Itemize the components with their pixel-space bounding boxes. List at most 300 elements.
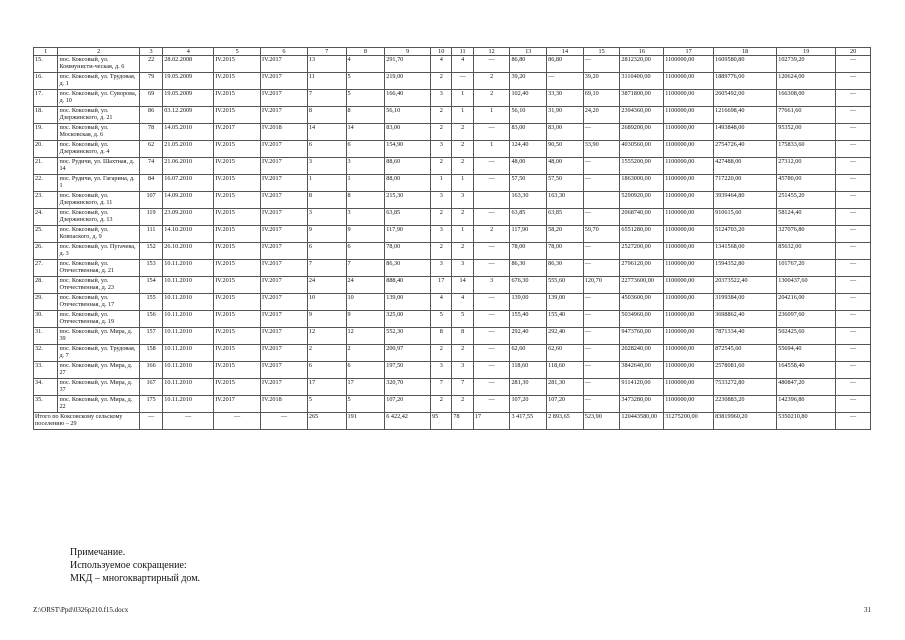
table-cell: 1863000,00 xyxy=(620,175,664,192)
table-cell: 2 xyxy=(473,73,510,90)
table-cell: 197,50 xyxy=(385,362,431,379)
table-cell: 4 xyxy=(452,56,473,73)
table-cell: 21.05.2010 xyxy=(163,141,214,158)
table-cell: 4 xyxy=(452,294,473,311)
table-row xyxy=(34,192,871,209)
column-number: 9 xyxy=(385,48,431,56)
column-number: 1 xyxy=(34,48,58,56)
table-cell: 1100000,00 xyxy=(664,209,714,226)
table-cell: 4 xyxy=(431,56,452,73)
table-cell: 10.11.2010 xyxy=(163,294,214,311)
table-cell: 48,00 xyxy=(547,158,584,175)
table-cell: 139,00 xyxy=(547,294,584,311)
table-cell: IV.2018 xyxy=(261,396,308,413)
column-number: 2 xyxy=(58,48,139,56)
column-number: 16 xyxy=(620,48,664,56)
table-cell: — xyxy=(473,260,510,277)
table-cell: 5 xyxy=(307,396,346,413)
table-cell: 78 xyxy=(139,124,162,141)
table-cell: 2 xyxy=(473,90,510,107)
table-cell: 12 xyxy=(307,328,346,345)
table-cell: 2 xyxy=(473,226,510,243)
table-cell: 142396,80 xyxy=(777,396,836,413)
table-cell: 90,50 xyxy=(547,141,584,158)
table-cell: — xyxy=(836,328,871,345)
table-cell: 1100000,00 xyxy=(664,141,714,158)
table-cell: 14 xyxy=(346,124,385,141)
address-cell: пос. Коксовый, ул. Дзержинского, д. 13 xyxy=(58,209,139,226)
column-number: 17 xyxy=(664,48,714,56)
table-cell: 3842640,00 xyxy=(620,362,664,379)
table-cell: 327076,80 xyxy=(777,226,836,243)
table-cell: IV.2015 xyxy=(214,362,261,379)
table-cell: 1100000,00 xyxy=(664,362,714,379)
table-cell: 3 xyxy=(346,158,385,175)
table-cell: — xyxy=(836,158,871,175)
table-cell: 39,20 xyxy=(510,73,547,90)
table-cell: — xyxy=(583,124,620,141)
address-cell: пос. Коксовый, ул. Московская, д. 6 xyxy=(58,124,139,141)
table-cell: — xyxy=(836,175,871,192)
table-cell: — xyxy=(836,107,871,124)
table-cell: 33,90 xyxy=(583,141,620,158)
table-cell: — xyxy=(473,345,510,362)
note-title: Примечание. xyxy=(70,547,126,558)
table-cell: 167 xyxy=(139,379,162,396)
column-number: 4 xyxy=(163,48,214,56)
table-cell: — xyxy=(836,56,871,73)
table-cell: 6 xyxy=(346,362,385,379)
table-cell xyxy=(473,192,510,209)
table-cell: IV.2017 xyxy=(214,396,261,413)
table-cell: 3 xyxy=(431,141,452,158)
table-cell: 107,20 xyxy=(510,396,547,413)
table-cell: 6 xyxy=(307,362,346,379)
table-row xyxy=(34,260,871,277)
table-cell: 5290920,00 xyxy=(620,192,664,209)
table-cell: 57,50 xyxy=(510,175,547,192)
table-cell: 175833,60 xyxy=(777,141,836,158)
table-cell: 2 xyxy=(431,107,452,124)
table-row xyxy=(34,209,871,226)
table-cell: 1 xyxy=(431,175,452,192)
column-number: 19 xyxy=(777,48,836,56)
table-cell: 427488,00 xyxy=(714,158,777,175)
table-cell: 7 xyxy=(452,379,473,396)
table-cell: — xyxy=(836,73,871,90)
table-cell: 21. xyxy=(34,158,58,175)
table-cell: 10.11.2010 xyxy=(163,260,214,277)
address-cell: пос. Коксовый, ул. Суворова, д. 10 xyxy=(58,90,139,107)
table-cell: 10.11.2010 xyxy=(163,379,214,396)
table-cell: — xyxy=(583,260,620,277)
note-abbrev-mkd: МКД – многоквартирный дом. xyxy=(70,573,201,584)
table-cell: 10 xyxy=(307,294,346,311)
table-cell: 502425,60 xyxy=(777,328,836,345)
table-cell: — xyxy=(583,243,620,260)
table-cell: 24,20 xyxy=(583,107,620,124)
table-cell: — xyxy=(836,260,871,277)
table-row xyxy=(34,158,871,175)
table-cell: 83,00 xyxy=(510,124,547,141)
table-cell: 5 xyxy=(346,73,385,90)
table-cell: 1341568,00 xyxy=(714,243,777,260)
table-cell: 2 xyxy=(431,345,452,362)
table-cell: IV.2017 xyxy=(261,362,308,379)
table-cell: 19.05.2009 xyxy=(163,73,214,90)
table-cell: 1100000,00 xyxy=(664,328,714,345)
table-cell: — xyxy=(583,158,620,175)
table-cell: IV.2017 xyxy=(261,175,308,192)
table-cell: 19.05.2009 xyxy=(163,90,214,107)
table-cell: 111 xyxy=(139,226,162,243)
table-cell: 154,90 xyxy=(385,141,431,158)
table-cell: 14 xyxy=(307,124,346,141)
table-cell: 102739,20 xyxy=(777,56,836,73)
table-cell: — xyxy=(473,328,510,345)
table-cell: 1493848,00 xyxy=(714,124,777,141)
table-cell: — xyxy=(583,209,620,226)
table-cell: 7 xyxy=(307,260,346,277)
table-cell: — xyxy=(473,379,510,396)
address-cell: пос. Рудичи, ул. Гагарина, д. 1 xyxy=(58,175,139,192)
table-cell: 3 xyxy=(452,260,473,277)
table-cell: 2230883,20 xyxy=(714,396,777,413)
table-cell: 166,40 xyxy=(385,90,431,107)
table-cell: 13 xyxy=(307,56,346,73)
address-cell: пос. Коксовый, ул. Отечественная, д. 19 xyxy=(58,311,139,328)
table-cell: 74 xyxy=(139,158,162,175)
table-cell: 4503600,00 xyxy=(620,294,664,311)
table-cell: IV.2017 xyxy=(261,158,308,175)
total-cell: — xyxy=(261,413,308,430)
table-cell: 39,20 xyxy=(583,73,620,90)
table-cell: IV.2015 xyxy=(214,209,261,226)
table-cell: 14.05.2010 xyxy=(163,124,214,141)
table-cell: 57,50 xyxy=(547,175,584,192)
table-cell: 10.11.2010 xyxy=(163,277,214,294)
table-cell: 24 xyxy=(346,277,385,294)
table-cell: IV.2018 xyxy=(261,124,308,141)
table-cell: 17 xyxy=(346,379,385,396)
column-number: 6 xyxy=(261,48,308,56)
table-cell: 30. xyxy=(34,311,58,328)
table-cell: 3698862,40 xyxy=(714,311,777,328)
column-number: 5 xyxy=(214,48,261,56)
table-cell: 77661,60 xyxy=(777,107,836,124)
table-cell: 200,97 xyxy=(385,345,431,362)
total-cell: 83819960,20 xyxy=(714,413,777,430)
table-cell: 22. xyxy=(34,175,58,192)
table-cell: 7533272,80 xyxy=(714,379,777,396)
table-cell: 8 xyxy=(431,328,452,345)
table-cell: 1100000,00 xyxy=(664,294,714,311)
total-cell: — xyxy=(163,413,214,430)
table-cell: 12 xyxy=(346,328,385,345)
table-cell: 118,60 xyxy=(547,362,584,379)
column-number: 11 xyxy=(452,48,473,56)
table-cell: — xyxy=(547,73,584,90)
table-cell: — xyxy=(583,396,620,413)
table-cell: 166308,00 xyxy=(777,90,836,107)
table-cell: — xyxy=(473,396,510,413)
table-cell: 2 xyxy=(452,124,473,141)
address-cell: пос. Коксовый, ул. Пугачева, д. 3 xyxy=(58,243,139,260)
table-cell: 62,60 xyxy=(547,345,584,362)
table-cell xyxy=(583,192,620,209)
table-cell: IV.2017 xyxy=(261,311,308,328)
address-cell: пос. Коксовый, ул. Отечественная, д. 23 xyxy=(58,277,139,294)
table-cell: — xyxy=(836,345,871,362)
address-cell: пос. Коксовый, ул. Мира, д. 39 xyxy=(58,328,139,345)
table-cell: — xyxy=(836,311,871,328)
table-cell: 8 xyxy=(307,107,346,124)
table-cell: 86,30 xyxy=(547,260,584,277)
table-cell: IV.2015 xyxy=(214,294,261,311)
table-cell: IV.2015 xyxy=(214,379,261,396)
table-row xyxy=(34,243,871,260)
table-row xyxy=(34,141,871,158)
address-cell: пос. Коксовый, ул. Ковпаского, д. 9 xyxy=(58,226,139,243)
housing-register-table xyxy=(33,47,871,430)
table-cell: 118,60 xyxy=(510,362,547,379)
table-cell: 2 xyxy=(452,141,473,158)
table-cell: 16.07.2010 xyxy=(163,175,214,192)
table-cell: 14 xyxy=(452,277,473,294)
table-cell: 163,30 xyxy=(510,192,547,209)
table-cell: IV.2017 xyxy=(261,328,308,345)
table-cell: 155,40 xyxy=(547,311,584,328)
table-cell: 45780,00 xyxy=(777,175,836,192)
table-cell: 2 xyxy=(452,243,473,260)
column-number: 18 xyxy=(714,48,777,56)
page-number: 31 xyxy=(864,606,871,614)
table-cell: 166 xyxy=(139,362,162,379)
address-cell: пос. Коксовый, ул. Мира, д. 22 xyxy=(58,396,139,413)
table-cell: 86,30 xyxy=(385,260,431,277)
table-cell: 20. xyxy=(34,141,58,158)
table-cell: 35. xyxy=(34,396,58,413)
table-cell: 1100000,00 xyxy=(664,311,714,328)
table-cell: — xyxy=(836,277,871,294)
table-cell: 62,60 xyxy=(510,345,547,362)
address-cell: пос. Рудичи, ул. Шахтная, д. 14 xyxy=(58,158,139,175)
table-cell: 2 xyxy=(431,209,452,226)
table-cell: 8 xyxy=(346,192,385,209)
table-cell: 3 xyxy=(431,226,452,243)
table-row xyxy=(34,328,871,345)
table-cell: 83,00 xyxy=(547,124,584,141)
table-cell: 17. xyxy=(34,90,58,107)
column-number: 3 xyxy=(139,48,162,56)
table-cell: 154 xyxy=(139,277,162,294)
table-cell: 63,85 xyxy=(510,209,547,226)
table-cell: 5 xyxy=(431,311,452,328)
table-cell: 58,20 xyxy=(547,226,584,243)
table-cell: 10.11.2010 xyxy=(163,311,214,328)
table-cell: 555,60 xyxy=(547,277,584,294)
table-cell: 158 xyxy=(139,345,162,362)
table-cell: 102,40 xyxy=(510,90,547,107)
table-cell: 3473280,00 xyxy=(620,396,664,413)
table-cell: 676,30 xyxy=(510,277,547,294)
table-cell: 2605492,00 xyxy=(714,90,777,107)
total-cell: 17 xyxy=(473,413,510,430)
table-cell: 3 xyxy=(473,277,510,294)
table-cell: 03.12.2009 xyxy=(163,107,214,124)
table-cell: 2796120,00 xyxy=(620,260,664,277)
table-cell: 1100000,00 xyxy=(664,345,714,362)
address-cell: пос. Коксовый, ул. Дзержинского, д. 11 xyxy=(58,192,139,209)
table-cell: 18. xyxy=(34,107,58,124)
table-cell: IV.2017 xyxy=(261,379,308,396)
total-cell: — xyxy=(139,413,162,430)
table-cell: 3 xyxy=(346,209,385,226)
total-cell: 95 xyxy=(431,413,452,430)
address-cell: пос. Коксовый, ул. Отечественная, д. 17 xyxy=(58,294,139,311)
table-cell: 8 xyxy=(346,107,385,124)
table-cell: — xyxy=(836,90,871,107)
table-cell: 27312,00 xyxy=(777,158,836,175)
table-cell: — xyxy=(836,226,871,243)
table-cell: 33. xyxy=(34,362,58,379)
table-cell: IV.2015 xyxy=(214,175,261,192)
table-cell: 16. xyxy=(34,73,58,90)
table-cell: 14.09.2010 xyxy=(163,192,214,209)
table-row xyxy=(34,345,871,362)
table-cell: 119 xyxy=(139,209,162,226)
address-cell: пос. Коксовый, ул. Коммунисти-ческая, д. 6 xyxy=(58,56,139,73)
table-cell: 63,85 xyxy=(385,209,431,226)
table-cell: IV.2015 xyxy=(214,260,261,277)
table-cell: 2 xyxy=(452,345,473,362)
table-cell: 4 xyxy=(431,294,452,311)
table-cell: 1100000,00 xyxy=(664,243,714,260)
table-row xyxy=(34,311,871,328)
table-cell: 27. xyxy=(34,260,58,277)
table-cell: 139,00 xyxy=(510,294,547,311)
table-cell: IV.2015 xyxy=(214,56,261,73)
table-cell: 5034960,00 xyxy=(620,311,664,328)
table-cell: 155,40 xyxy=(510,311,547,328)
address-cell: пос. Коксовый, ул. Мира, д. 27 xyxy=(58,362,139,379)
table-cell: 23. xyxy=(34,192,58,209)
table-cell: 281,30 xyxy=(510,379,547,396)
table-cell: 139,00 xyxy=(385,294,431,311)
table-cell: 1100000,00 xyxy=(664,107,714,124)
table-cell: 83,00 xyxy=(385,124,431,141)
table-cell: 101767,20 xyxy=(777,260,836,277)
address-cell: пос. Коксовый, ул. Трудовая, д. 1 xyxy=(58,73,139,90)
table-cell: — xyxy=(583,294,620,311)
table-row xyxy=(34,90,871,107)
table-cell: 8 xyxy=(452,328,473,345)
table-cell: 7871334,40 xyxy=(714,328,777,345)
table-cell: 19. xyxy=(34,124,58,141)
table-cell: 26. xyxy=(34,243,58,260)
table-cell: 1889776,00 xyxy=(714,73,777,90)
table-cell: — xyxy=(473,158,510,175)
table-cell: 2 xyxy=(431,396,452,413)
table-cell: 11 xyxy=(307,73,346,90)
table-cell: 56,10 xyxy=(510,107,547,124)
table-cell: IV.2015 xyxy=(214,226,261,243)
table-cell: 152 xyxy=(139,243,162,260)
table-cell: 6 xyxy=(307,141,346,158)
column-number: 12 xyxy=(473,48,510,56)
table-cell: 717220,00 xyxy=(714,175,777,192)
column-number: 7 xyxy=(307,48,346,56)
table-cell: — xyxy=(836,209,871,226)
table-cell: IV.2015 xyxy=(214,73,261,90)
address-cell: пос. Коксовый, ул. Дзержинского, д. 4 xyxy=(58,141,139,158)
table-cell: 204216,00 xyxy=(777,294,836,311)
table-cell: 86,30 xyxy=(510,260,547,277)
table-cell: 9 xyxy=(307,226,346,243)
table-cell: 107 xyxy=(139,192,162,209)
table-cell: 175 xyxy=(139,396,162,413)
table-cell: 153 xyxy=(139,260,162,277)
table-cell: 2 xyxy=(452,396,473,413)
table-cell: 2 xyxy=(452,209,473,226)
table-cell: 1100000,00 xyxy=(664,90,714,107)
total-cell: 191 xyxy=(346,413,385,430)
table-cell: 84 xyxy=(139,175,162,192)
table-cell: 56,10 xyxy=(385,107,431,124)
table-cell: 1594352,80 xyxy=(714,260,777,277)
table-cell: 55694,40 xyxy=(777,345,836,362)
table-cell: 21.06.2010 xyxy=(163,158,214,175)
table-cell: 1 xyxy=(452,107,473,124)
table-cell: 1100000,00 xyxy=(664,396,714,413)
table-cell: 3 xyxy=(452,362,473,379)
table-cell: IV.2017 xyxy=(261,56,308,73)
table-row xyxy=(34,294,871,311)
table-cell: 8 xyxy=(307,192,346,209)
table-cell: IV.2017 xyxy=(214,124,261,141)
table-cell: — xyxy=(583,362,620,379)
column-number-row xyxy=(34,48,871,56)
table-cell: — xyxy=(836,396,871,413)
table-cell: 2 xyxy=(431,124,452,141)
table-cell: 6 xyxy=(346,141,385,158)
table-cell: — xyxy=(583,311,620,328)
table-cell: 10.11.2010 xyxy=(163,362,214,379)
total-label: Итого по Коксовскому сельскому поселению – 29 xyxy=(34,413,140,430)
address-cell: пос. Коксовый, ул. Отечественная, д. 21 xyxy=(58,260,139,277)
table-cell: — xyxy=(583,345,620,362)
table-cell: 3 xyxy=(431,192,452,209)
table-cell: 2068740,00 xyxy=(620,209,664,226)
table-cell: 2689200,00 xyxy=(620,124,664,141)
table-cell: 17 xyxy=(431,277,452,294)
table-cell: IV.2015 xyxy=(214,141,261,158)
table-cell: 86,80 xyxy=(547,56,584,73)
table-cell: 163,30 xyxy=(547,192,584,209)
table-cell: — xyxy=(473,175,510,192)
total-cell: — xyxy=(214,413,261,430)
table-cell: 164558,40 xyxy=(777,362,836,379)
table-cell: 1100000,00 xyxy=(664,175,714,192)
table-cell: 1300437,60 xyxy=(777,277,836,294)
table-cell: — xyxy=(583,328,620,345)
table-cell: 20373522,40 xyxy=(714,277,777,294)
table-cell: — xyxy=(836,294,871,311)
table-cell: 58124,40 xyxy=(777,209,836,226)
table-cell: 6551280,00 xyxy=(620,226,664,243)
table-cell: 22 xyxy=(139,56,162,73)
table-cell: 9473760,00 xyxy=(620,328,664,345)
